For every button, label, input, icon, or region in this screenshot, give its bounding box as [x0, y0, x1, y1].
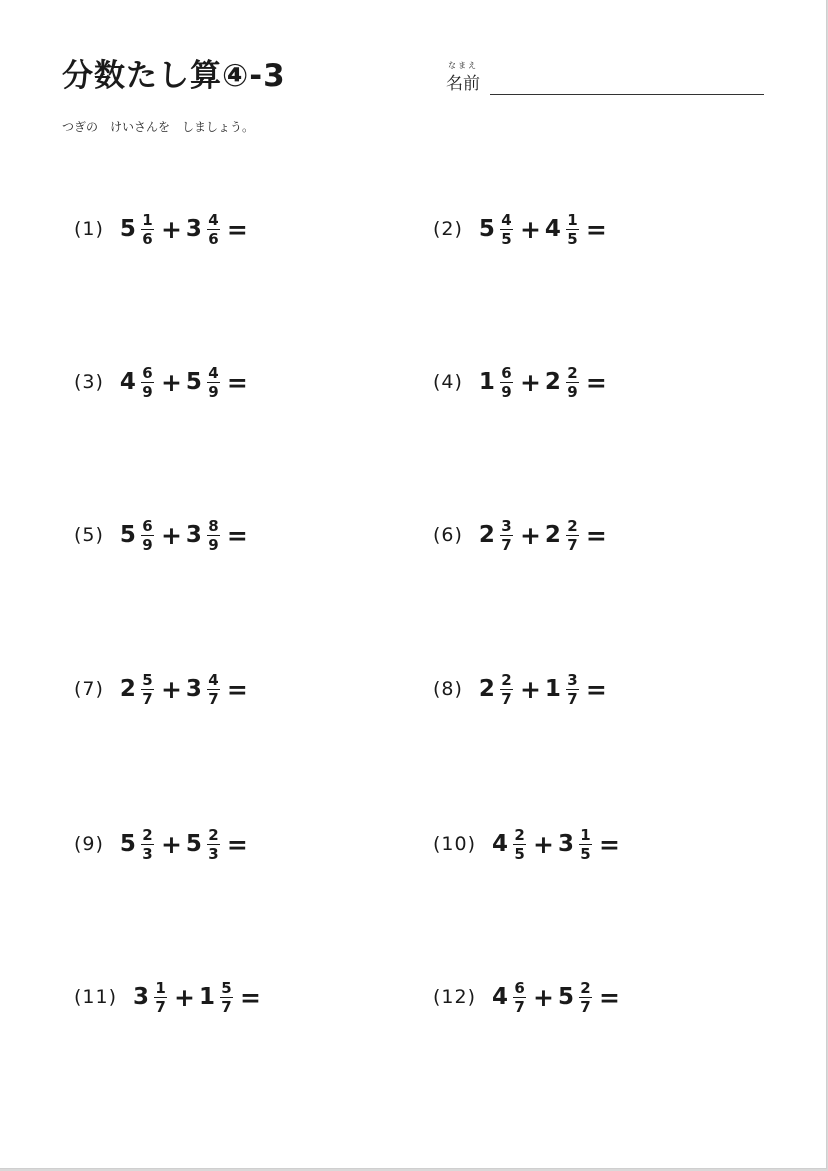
equals-sign: = [585, 214, 607, 244]
numerator: 4 [501, 210, 512, 229]
whole-b: 2 [544, 369, 561, 395]
denominator: 7 [501, 535, 512, 554]
numerator: 3 [567, 670, 578, 689]
numerator: 2 [567, 363, 578, 382]
plus-sign: + [160, 520, 182, 550]
fraction-a [500, 365, 513, 400]
whole-a: 2 [119, 676, 136, 702]
plus-sign: + [160, 214, 182, 244]
problem-number: (1) [74, 218, 104, 240]
equals-sign: = [599, 829, 620, 859]
denominator: 5 [514, 844, 525, 863]
denominator: 7 [567, 689, 578, 708]
fraction-b [207, 827, 220, 862]
fraction-b [207, 365, 220, 400]
numerator: 6 [142, 363, 153, 382]
whole-a: 2 [478, 676, 495, 702]
whole-b: 4 [544, 216, 561, 242]
name-ruby: なまえ [448, 61, 478, 70]
plus-sign: + [174, 982, 195, 1012]
problem-5 [74, 510, 248, 560]
problem-number: (10) [433, 833, 477, 855]
denominator: 7 [567, 535, 578, 554]
fraction-b [220, 980, 233, 1015]
problem-number: (11) [74, 986, 118, 1008]
numerator: 5 [221, 978, 232, 997]
plus-sign: + [533, 829, 554, 859]
problem-number: (12) [433, 986, 477, 1008]
problem-8 [433, 664, 607, 714]
whole-a: 5 [119, 522, 136, 548]
name-field [446, 60, 766, 100]
problem-number: (7) [74, 678, 104, 700]
numerator: 2 [514, 825, 525, 844]
whole-a: 2 [478, 522, 495, 548]
problem-6 [433, 510, 607, 560]
name-write-line [490, 94, 764, 95]
whole-a: 5 [119, 216, 136, 242]
whole-a: 5 [119, 831, 136, 857]
denominator: 7 [155, 997, 166, 1016]
problem-11 [74, 972, 261, 1022]
problem-4 [433, 357, 607, 407]
numerator: 1 [155, 978, 166, 997]
whole-a: 4 [492, 984, 509, 1010]
numerator: 4 [208, 363, 219, 382]
fraction-a [141, 365, 154, 400]
equals-sign: = [240, 982, 261, 1012]
fraction-a [154, 980, 167, 1015]
numerator: 2 [501, 670, 512, 689]
whole-a: 5 [478, 216, 495, 242]
fraction-b [207, 672, 220, 707]
fraction-a [141, 212, 154, 247]
numerator: 2 [142, 825, 153, 844]
denominator: 5 [580, 844, 591, 863]
equals-sign: = [585, 367, 607, 397]
numerator: 1 [142, 210, 153, 229]
problem-number: (4) [433, 371, 463, 393]
plus-sign: + [519, 214, 541, 244]
equals-sign: = [585, 520, 607, 550]
page-title: 分数たし算④-3 [62, 58, 286, 94]
denominator: 9 [208, 382, 219, 401]
problem-1 [74, 204, 248, 254]
plus-sign: + [519, 520, 541, 550]
denominator: 9 [208, 535, 219, 554]
denominator: 9 [567, 382, 578, 401]
fraction-b [207, 212, 220, 247]
equals-sign: = [226, 520, 248, 550]
plus-sign: + [533, 982, 554, 1012]
fraction-b [566, 365, 579, 400]
whole-a: 3 [133, 984, 150, 1010]
fraction-a [500, 672, 513, 707]
numerator: 1 [567, 210, 578, 229]
whole-b: 5 [185, 369, 202, 395]
whole-b: 3 [185, 522, 202, 548]
equals-sign: = [226, 829, 248, 859]
numerator: 6 [501, 363, 512, 382]
problem-10 [433, 819, 620, 869]
equals-sign: = [226, 674, 248, 704]
instruction-text: つぎの けいさんを しましょう。 [62, 120, 255, 134]
fraction-a [141, 827, 154, 862]
problem-12 [433, 972, 620, 1022]
problem-number: (2) [433, 218, 463, 240]
denominator: 7 [580, 997, 591, 1016]
problem-7 [74, 664, 248, 714]
whole-b: 2 [544, 522, 561, 548]
name-label: 名前 [446, 74, 480, 94]
plus-sign: + [160, 674, 182, 704]
whole-b: 1 [198, 984, 215, 1010]
whole-b: 3 [185, 676, 202, 702]
fraction-b [579, 827, 592, 862]
fraction-b [566, 518, 579, 553]
problem-3 [74, 357, 248, 407]
equals-sign: = [599, 982, 620, 1012]
denominator: 7 [221, 997, 232, 1016]
denominator: 9 [142, 535, 153, 554]
problem-number: (5) [74, 524, 104, 546]
equals-sign: = [585, 674, 607, 704]
plus-sign: + [519, 367, 541, 397]
denominator: 3 [142, 844, 153, 863]
numerator: 8 [208, 516, 219, 535]
whole-a: 4 [119, 369, 136, 395]
denominator: 6 [142, 229, 153, 248]
numerator: 1 [580, 825, 591, 844]
fraction-a [141, 672, 154, 707]
problem-number: (9) [74, 833, 104, 855]
whole-b: 5 [185, 831, 202, 857]
denominator: 6 [208, 229, 219, 248]
numerator: 6 [142, 516, 153, 535]
numerator: 4 [208, 670, 219, 689]
whole-b: 5 [557, 984, 574, 1010]
fraction-a [513, 827, 526, 862]
denominator: 7 [142, 689, 153, 708]
denominator: 9 [501, 382, 512, 401]
equals-sign: = [226, 367, 248, 397]
denominator: 7 [514, 997, 525, 1016]
fraction-a [141, 518, 154, 553]
numerator: 2 [208, 825, 219, 844]
fraction-b [566, 212, 579, 247]
problem-number: (6) [433, 524, 463, 546]
problem-2 [433, 204, 607, 254]
fraction-a [500, 518, 513, 553]
numerator: 6 [514, 978, 525, 997]
equals-sign: = [226, 214, 248, 244]
denominator: 9 [142, 382, 153, 401]
plus-sign: + [160, 829, 182, 859]
fraction-b [579, 980, 592, 1015]
denominator: 7 [208, 689, 219, 708]
plus-sign: + [160, 367, 182, 397]
fraction-a [500, 212, 513, 247]
numerator: 3 [501, 516, 512, 535]
numerator: 4 [208, 210, 219, 229]
numerator: 2 [567, 516, 578, 535]
numerator: 2 [580, 978, 591, 997]
problem-number: (3) [74, 371, 104, 393]
denominator: 3 [208, 844, 219, 863]
fraction-b [566, 672, 579, 707]
numerator: 5 [142, 670, 153, 689]
problem-number: (8) [433, 678, 463, 700]
denominator: 5 [567, 229, 578, 248]
denominator: 5 [501, 229, 512, 248]
whole-a: 1 [478, 369, 495, 395]
fraction-a [513, 980, 526, 1015]
plus-sign: + [519, 674, 541, 704]
whole-a: 4 [492, 831, 509, 857]
whole-b: 1 [544, 676, 561, 702]
whole-b: 3 [185, 216, 202, 242]
whole-b: 3 [557, 831, 574, 857]
problem-9 [74, 819, 248, 869]
fraction-b [207, 518, 220, 553]
denominator: 7 [501, 689, 512, 708]
